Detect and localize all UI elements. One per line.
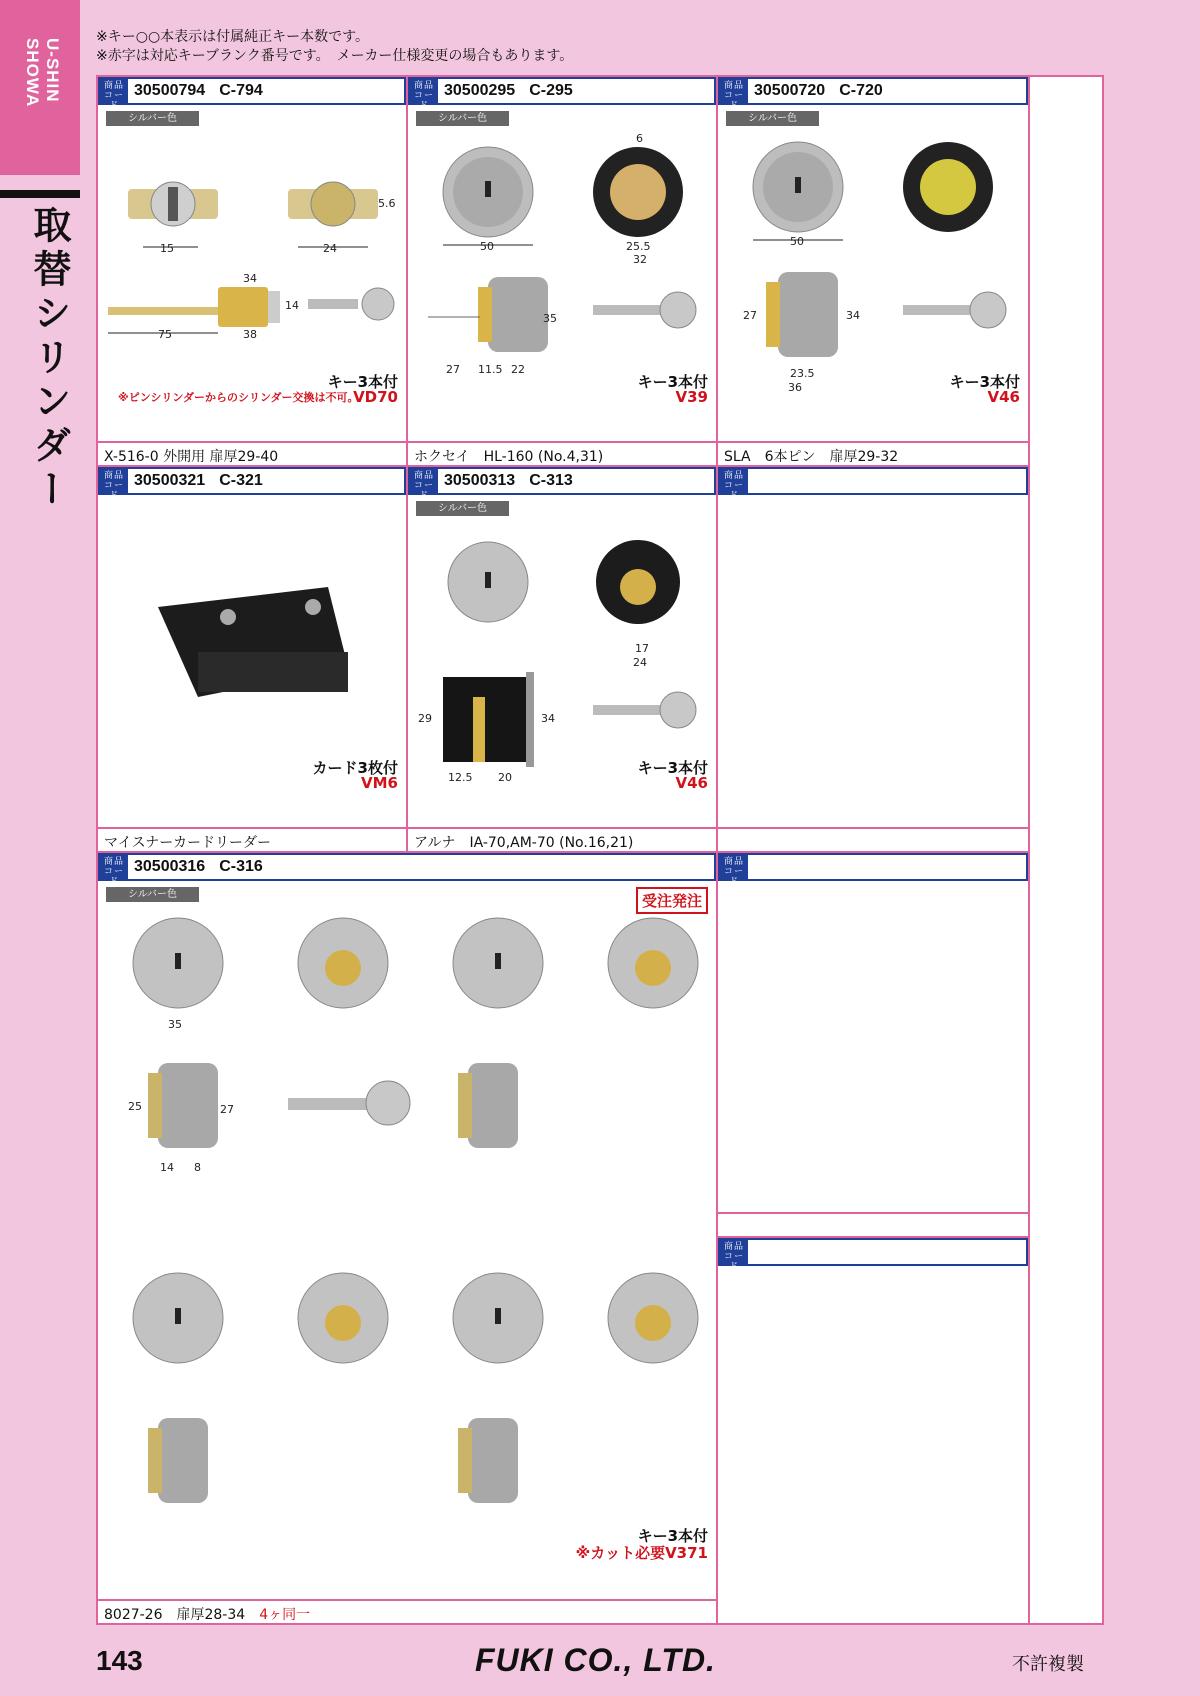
product-code: 30500313 [444, 472, 516, 489]
product-card [98, 853, 718, 1623]
svg-text:22: 22 [511, 363, 525, 376]
silver-chip: シルバー色 [416, 501, 509, 516]
product-model: C-720 [839, 82, 883, 99]
svg-text:15: 15 [160, 242, 174, 255]
brand-logo: U-SHIN SHOWA [23, 38, 62, 108]
code-tag: 商品コード [100, 79, 128, 103]
notes [96, 28, 573, 66]
svg-text:5.6: 5.6 [378, 197, 396, 210]
svg-text:32: 32 [633, 253, 647, 266]
svg-text:27: 27 [446, 363, 460, 376]
empty-footer [718, 1212, 1028, 1236]
svg-text:25.5: 25.5 [626, 240, 651, 253]
product-desc: ホクセイ HL-160 (No.4,31) [408, 441, 716, 465]
silver-chip: シルバー色 [106, 111, 199, 126]
product-illustration [718, 77, 1030, 467]
product-code: 30500720 [754, 82, 826, 99]
product-model: C-316 [219, 858, 263, 875]
product-illustration [408, 77, 718, 467]
svg-text:34: 34 [846, 309, 860, 322]
accessory-count: キー3本付 [327, 373, 398, 391]
svg-text:36: 36 [788, 381, 802, 394]
key-blank: ※カット必要V371 [575, 1544, 708, 1562]
product-card [98, 467, 408, 853]
key-blank: VD70 [353, 388, 398, 406]
product-desc: X-516-0 外開用 扉厚29-40 [98, 441, 406, 465]
empty-card [718, 467, 1030, 853]
product-desc: SLA 6本ピン 扉厚29-32 [718, 441, 1028, 465]
product-card [408, 77, 718, 467]
accessory-count: カード3枚付 [312, 759, 398, 777]
product-desc-row [98, 1599, 716, 1623]
copyright-note: 不許複製 [1012, 1654, 1084, 1675]
svg-text:8: 8 [194, 1161, 201, 1174]
svg-text:6: 6 [636, 132, 643, 145]
svg-text:24: 24 [323, 242, 337, 255]
product-illustration [98, 467, 408, 853]
svg-text:14: 14 [160, 1161, 174, 1174]
svg-text:35: 35 [168, 1018, 182, 1031]
svg-text:27: 27 [220, 1103, 234, 1116]
svg-text:50: 50 [790, 235, 804, 248]
svg-text:34: 34 [243, 272, 257, 285]
identical-note: 4ヶ同一 [259, 1607, 311, 1623]
warning-note: ※ピンシリンダーからのシリンダー交換は不可。 [118, 391, 359, 404]
empty-footer [718, 827, 1028, 851]
key-blank: VM6 [361, 774, 398, 792]
key-blank: V46 [675, 774, 708, 792]
product-model: C-321 [219, 472, 263, 489]
svg-text:14: 14 [285, 299, 299, 312]
silver-chip: シルバー色 [416, 111, 509, 126]
order-badge: 受注発注 [636, 887, 708, 914]
svg-text:29: 29 [418, 712, 432, 725]
svg-text:50: 50 [480, 240, 494, 253]
product-desc: マイスナーカードリーダー [98, 827, 406, 851]
product-desc: アルナ IA-70,AM-70 (No.16,21) [408, 827, 716, 851]
side-tab [0, 0, 80, 175]
svg-text:12.5: 12.5 [448, 771, 473, 784]
code-tag: 商品コード [410, 79, 438, 103]
svg-text:11.5: 11.5 [478, 363, 503, 376]
product-header [718, 1238, 1028, 1272]
product-model: C-295 [529, 82, 573, 99]
svg-text:38: 38 [243, 328, 257, 341]
svg-text:34: 34 [541, 712, 555, 725]
company-name: FUKI CO., LTD. [475, 1642, 716, 1678]
code-tag: 商品コード [720, 79, 748, 103]
product-code: 30500316 [134, 858, 206, 875]
product-header [718, 853, 1028, 887]
note-line: ※赤字は対応キーブランク番号です。 メーカー仕様変更の場合もあります。 [96, 48, 574, 64]
code-tag: 商品コード [720, 1240, 748, 1264]
code-tag: 商品コード [100, 855, 128, 879]
code-tag: 商品コード [410, 469, 438, 493]
empty-card [718, 853, 1030, 1238]
product-card [718, 77, 1030, 467]
svg-text:24: 24 [633, 656, 647, 669]
svg-text:75: 75 [158, 328, 172, 341]
accessory-count: キー3本付 [949, 373, 1020, 391]
code-tag: 商品コード [720, 855, 748, 879]
svg-text:27: 27 [743, 309, 757, 322]
svg-text:35: 35 [543, 312, 557, 325]
product-illustration [98, 77, 408, 467]
svg-text:23.5: 23.5 [790, 367, 815, 380]
side-divider [0, 190, 80, 198]
code-tag: 商品コード [100, 469, 128, 493]
page-number: 143 [96, 1645, 143, 1676]
svg-text:25: 25 [128, 1100, 142, 1113]
product-illustration [98, 853, 718, 1623]
accessory-count: キー3本付 [637, 759, 708, 777]
product-card [408, 467, 718, 853]
product-desc: 8027-26 扉厚28-34 [104, 1607, 246, 1623]
svg-text:17: 17 [635, 642, 649, 655]
silver-chip: シルバー色 [726, 111, 819, 126]
product-header [718, 467, 1028, 501]
key-blank: V46 [987, 388, 1020, 406]
svg-text:20: 20 [498, 771, 512, 784]
section-title: 取替シリンダー [27, 205, 71, 513]
product-code: 30500295 [444, 82, 516, 99]
accessory-count: キー3本付 [637, 1527, 708, 1545]
product-model: C-313 [529, 472, 573, 489]
silver-chip: シルバー色 [106, 887, 199, 902]
note-line: ※キー○○本表示は付属純正キー本数です。 [96, 29, 370, 45]
product-illustration [408, 467, 718, 853]
product-model: C-794 [219, 82, 263, 99]
product-code: 30500321 [134, 472, 206, 489]
empty-card [718, 1238, 1030, 1623]
product-code: 30500794 [134, 82, 206, 99]
key-blank: V39 [675, 388, 708, 406]
code-tag: 商品コード [720, 469, 748, 493]
accessory-count: キー3本付 [637, 373, 708, 391]
product-card [98, 77, 408, 467]
product-grid [96, 75, 1104, 1625]
